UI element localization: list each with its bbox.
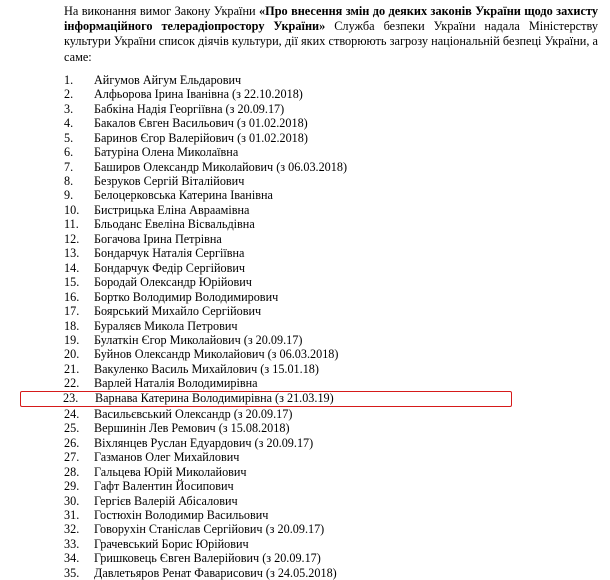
list-item: [64, 376, 602, 390]
list-item: [64, 537, 602, 551]
list-item-name: Варнава Катерина Володимирівна (з 21.03.19): [95, 391, 334, 406]
list-item-number: 14.: [64, 260, 80, 275]
list-item-number: 2.: [64, 87, 74, 102]
list-item: [64, 131, 602, 145]
list-item: [64, 145, 602, 159]
list-item-number: 16.: [64, 289, 80, 304]
list-item-number: 12.: [64, 231, 80, 246]
list-item-name: Бабкіна Надія Георгіївна (з 20.09.17): [94, 101, 285, 116]
list-item: [64, 188, 602, 202]
list-item: [64, 319, 602, 333]
list-item-number: 32.: [64, 522, 80, 537]
list-item-name: Безруков Сергій Віталійович: [94, 173, 245, 188]
intro-paragraph: [8, 4, 602, 65]
list-item-name: Бураляєв Микола Петрович: [94, 318, 238, 333]
list-item-name: Газманов Олег Михайлович: [94, 450, 240, 465]
list-item-name: Варлей Наталія Володимирівна: [94, 376, 258, 391]
list-item-name: Баширов Олександр Миколайович (з 06.03.2018): [94, 159, 348, 174]
list-item-number: 3.: [64, 101, 74, 116]
list-item: [64, 275, 602, 289]
list-item-number: 8.: [64, 173, 74, 188]
list-item-name: Бакалов Євген Васильович (з 01.02.2018): [94, 116, 308, 131]
list-item: [64, 347, 602, 361]
list-item-name: Боярський Михайло Сергійович: [94, 304, 262, 319]
list-item-number: 35.: [64, 565, 80, 580]
list-item: [64, 246, 602, 260]
persons-list: [8, 73, 602, 580]
list-item-name: Айгумов Айгум Ельдарович: [94, 72, 242, 87]
list-item-number: 9.: [64, 188, 74, 203]
list-item-name: Вершинін Лев Ремович (з 15.08.2018): [94, 421, 290, 436]
list-item-name: Гришковець Євген Валерійович (з 20.09.17): [94, 551, 321, 566]
list-item-name: Богачова Ірина Петрівна: [94, 231, 222, 246]
list-item-number: 27.: [64, 450, 80, 465]
list-item: [64, 421, 602, 435]
list-item-name: Давлетьяров Ренат Фаварисович (з 24.05.2018): [94, 565, 337, 580]
list-item-name: Бондарчук Федір Сергійович: [94, 260, 245, 275]
list-item-number: 10.: [64, 202, 80, 217]
list-item: [64, 362, 602, 376]
list-item-number: 24.: [64, 406, 80, 421]
list-item-number: 29.: [64, 479, 80, 494]
list-item-number: 6.: [64, 145, 74, 160]
list-item-number: 17.: [64, 304, 80, 319]
list-item-name: Вакуленко Василь Михайлович (з 15.01.18): [94, 361, 319, 376]
list-item-name: Бльоданс Евеліна Вісвальдівна: [94, 217, 255, 232]
list-item-number: 15.: [64, 275, 80, 290]
list-item: [64, 479, 602, 493]
list-item: [64, 217, 602, 231]
list-item-number: 5.: [64, 130, 74, 145]
list-item: [64, 494, 602, 508]
list-item-name: Гафт Валентин Йосипович: [94, 479, 234, 494]
list-item: [64, 407, 602, 421]
list-item-number: 11.: [64, 217, 79, 232]
list-item-name: Алфьорова Ірина Іванівна (з 22.10.2018): [94, 87, 303, 102]
list-item: [64, 116, 602, 130]
list-item: [64, 566, 602, 580]
list-item: [64, 290, 602, 304]
list-item-number: 4.: [64, 116, 74, 131]
list-item: [64, 551, 602, 565]
list-item: [64, 304, 602, 318]
list-item: [64, 436, 602, 450]
list-item: [64, 333, 602, 347]
list-item-number: 26.: [64, 435, 80, 450]
list-item: [64, 522, 602, 536]
list-item-number: 22.: [64, 376, 80, 391]
list-item-name: Буйнов Олександр Миколайович (з 06.03.2018): [94, 347, 339, 362]
list-item-name: Баринов Єгор Валерійович (з 01.02.2018): [94, 130, 308, 145]
list-item-number: 7.: [64, 159, 74, 174]
list-item: [20, 391, 512, 407]
list-item-number: 23.: [63, 391, 79, 406]
list-item-name: Белоцерковська Катерина Іванівна: [94, 188, 273, 203]
list-item: [64, 73, 602, 87]
list-item: [64, 102, 602, 116]
list-item-name: Гальцева Юрій Миколайович: [94, 464, 247, 479]
list-item-number: 20.: [64, 347, 80, 362]
list-item-name: Грачевський Борис Юрійович: [94, 536, 249, 551]
list-item: [64, 465, 602, 479]
list-item-name: Говорухін Станіслав Сергійович (з 20.09.17): [94, 522, 325, 537]
list-item-number: 34.: [64, 551, 80, 566]
list-item-number: 31.: [64, 507, 80, 522]
list-item: [64, 450, 602, 464]
list-item-number: 28.: [64, 464, 80, 479]
intro-law-title: «Про внесення змін до деяких законів України щодо захисту інформаційного телерадіопростору України»: [64, 4, 598, 34]
list-item: [64, 261, 602, 275]
list-item-name: Бистрицька Еліна Авраамівна: [94, 202, 250, 217]
list-item-number: 19.: [64, 332, 80, 347]
list-item-name: Батуріна Олена Миколаївна: [94, 145, 239, 160]
list-item-name: Гостюхін Володимир Васильович: [94, 507, 269, 522]
list-item-number: 30.: [64, 493, 80, 508]
list-item-name: Васильєвський Олександр (з 20.09.17): [94, 406, 293, 421]
list-item: [64, 203, 602, 217]
list-item-name: Гергієв Валерій Абісалович: [94, 493, 238, 508]
list-item-name: Бородай Олександр Юрійович: [94, 275, 252, 290]
list-item-number: 33.: [64, 536, 80, 551]
list-item-name: Віхлянцев Руслан Едуардович (з 20.09.17): [94, 435, 314, 450]
list-item-name: Бортко Володимир Володимирович: [94, 289, 279, 304]
list-item: [64, 87, 602, 101]
list-item-number: 13.: [64, 246, 80, 261]
list-item-number: 1.: [64, 72, 74, 87]
intro-text-part1: На виконання вимог Закону України: [64, 4, 259, 18]
list-item-number: 21.: [64, 361, 80, 376]
list-item: [64, 174, 602, 188]
list-item-number: 25.: [64, 421, 80, 436]
list-item-number: 18.: [64, 318, 80, 333]
list-item: [64, 508, 602, 522]
list-item-name: Бондарчук Наталія Сергіївна: [94, 246, 245, 261]
list-item-name: Булаткін Єгор Миколайович (з 20.09.17): [94, 332, 303, 347]
list-item: [64, 160, 602, 174]
list-item: [64, 232, 602, 246]
intro-text-part2: Служба безпеки України надала Міністерству культури України список діячів культури, дії яких створюють загрозу національній безпеці України, а саме:: [64, 19, 598, 64]
